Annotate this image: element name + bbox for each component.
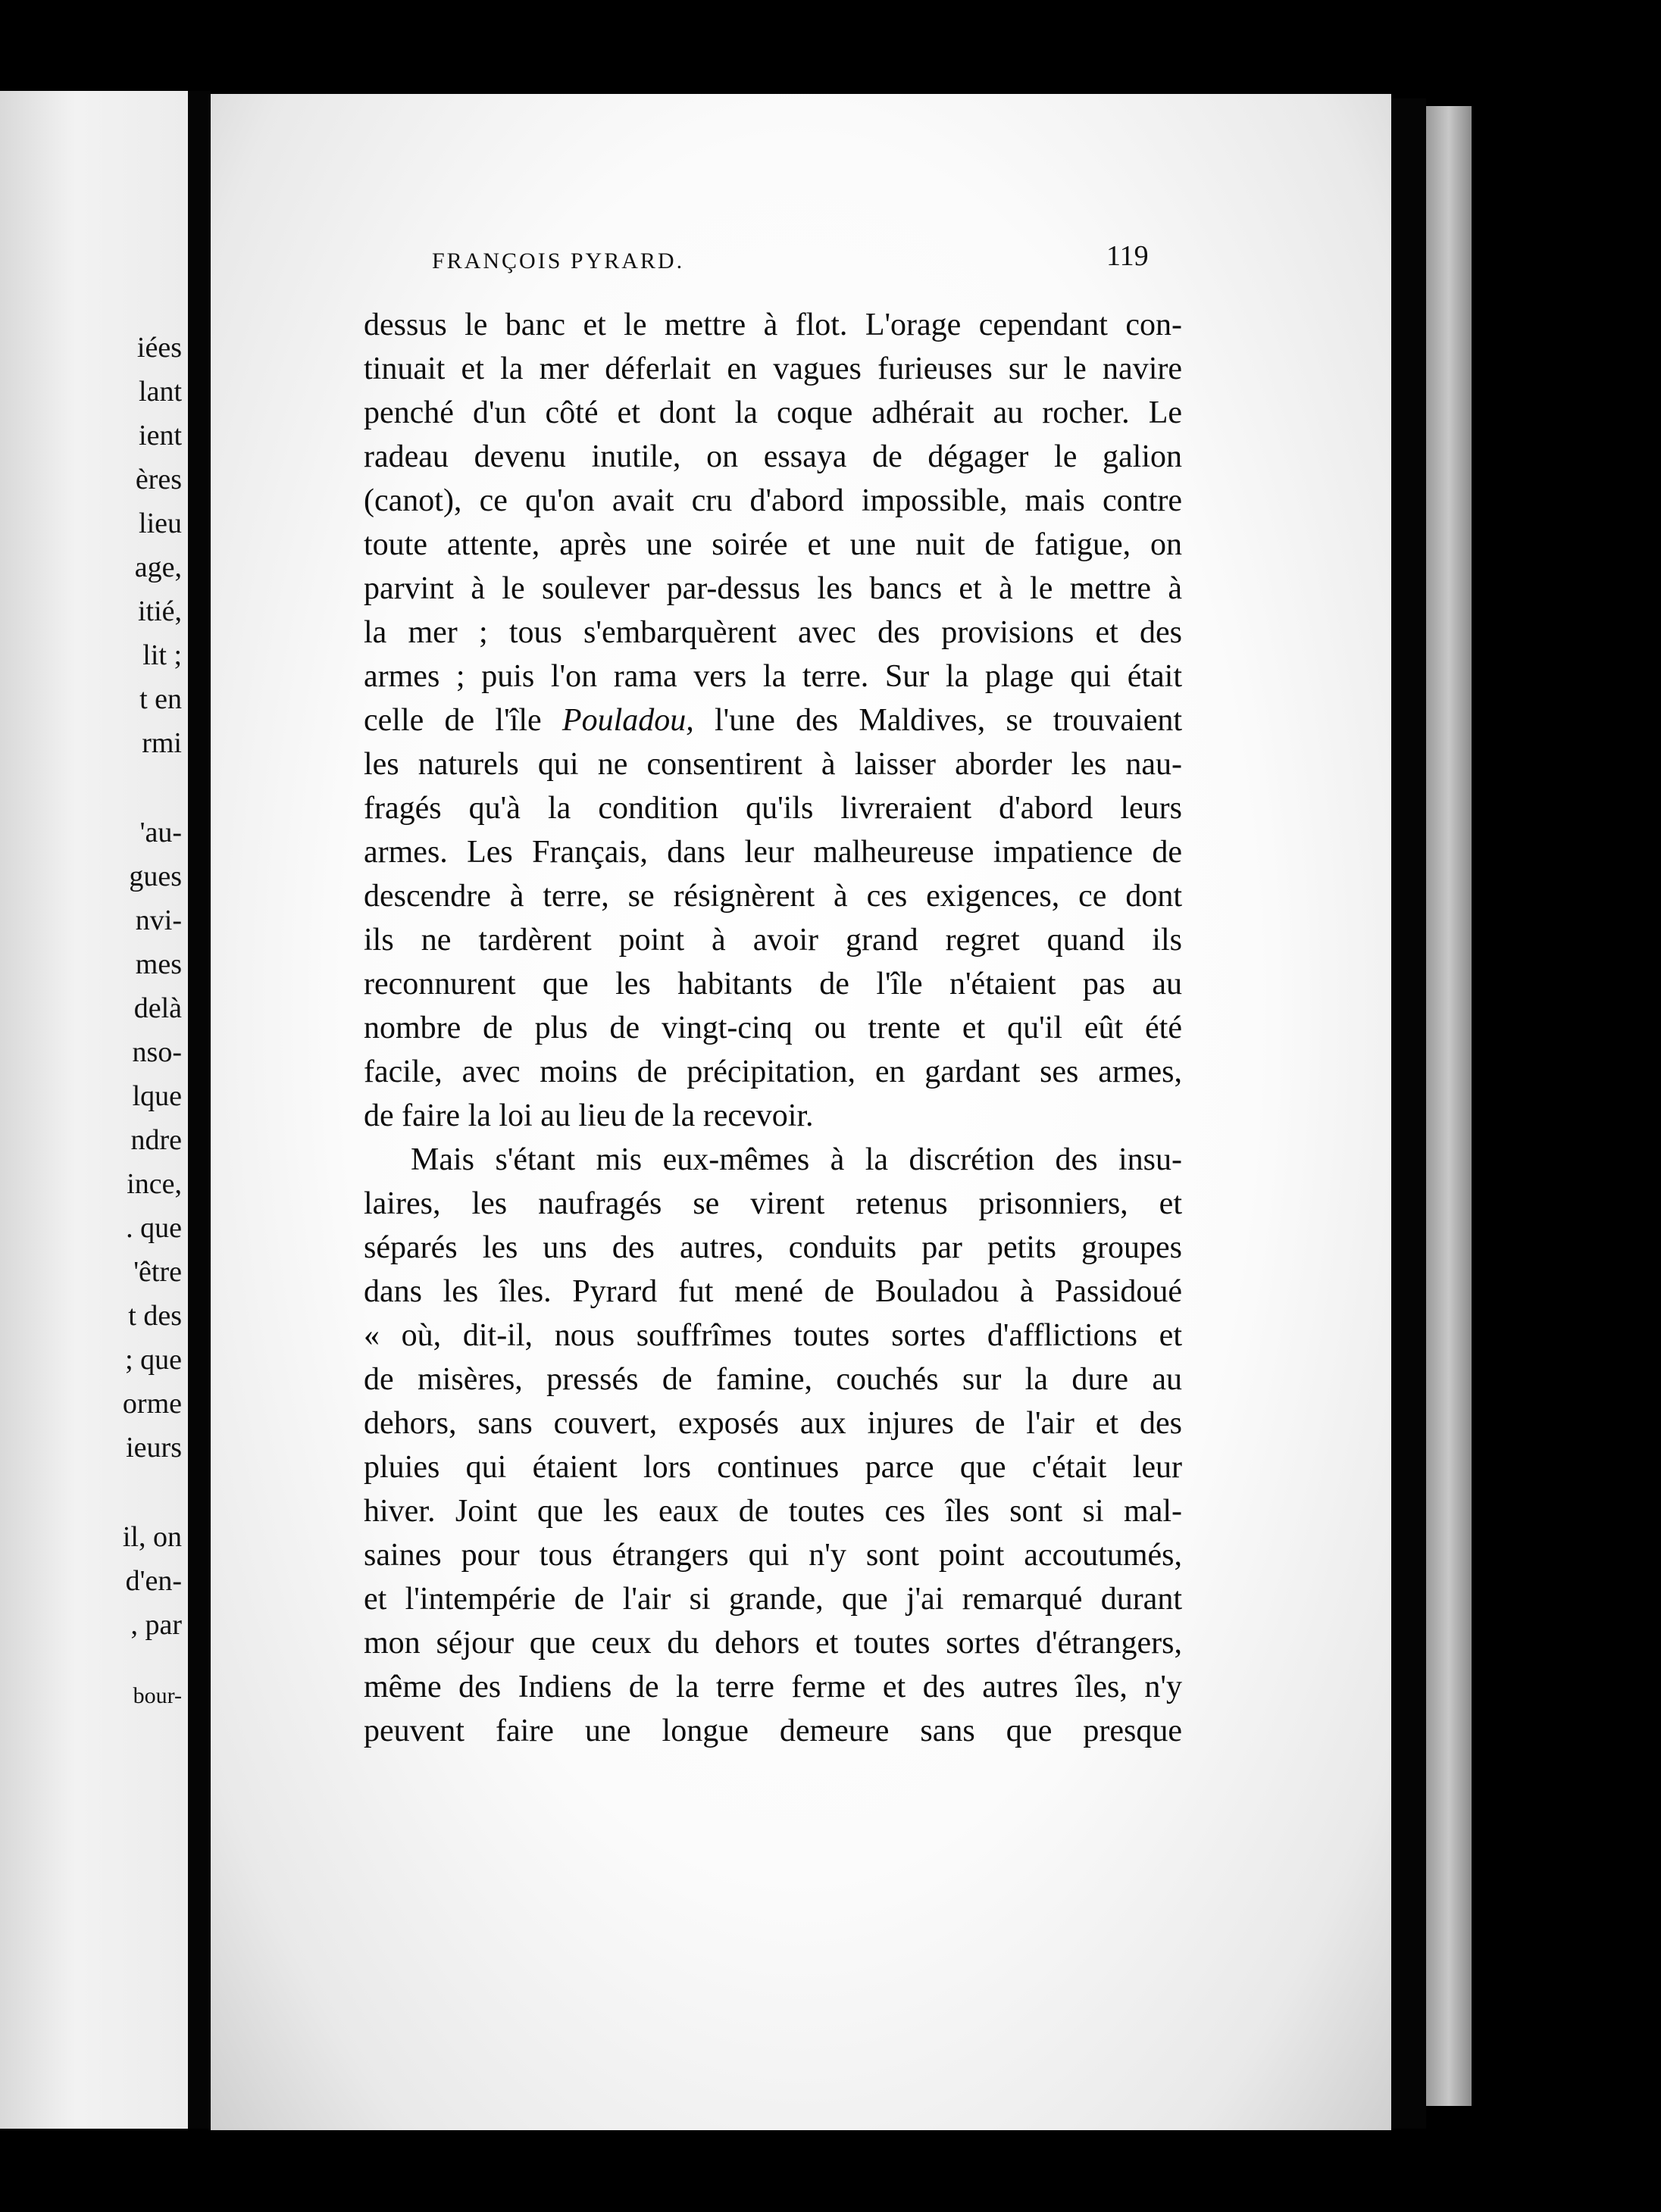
left-page-fragment: t en	[139, 683, 182, 715]
left-page-fragment: nvi-	[135, 904, 182, 936]
left-page-fragment: mes	[135, 948, 182, 980]
text-line: saines pour tous étrangers qui n'y sont point accoutumés,	[364, 1538, 1182, 1573]
left-page-fragment: iées	[136, 332, 182, 364]
text-line: la mer ; tous s'embarquèrent avec des provisions et des	[364, 615, 1182, 650]
text-line: armes. Les Français, dans leur malheureuse impatience de	[364, 835, 1182, 870]
text-line: descendre à terre, se résignèrent à ces exigences, ce dont	[364, 879, 1182, 914]
text-segment: celle de l'île	[364, 703, 542, 738]
left-page-fragment: nso-	[132, 1036, 182, 1068]
text-line: de misères, pressés de famine, couchés sur la dure au	[364, 1362, 1182, 1397]
text-line: ils ne tardèrent point à avoir grand regret quand ils	[364, 923, 1182, 958]
text-line: fragés qu'à la condition qu'ils livreraient d'abord leurs	[364, 791, 1182, 826]
text-line: facile, avec moins de précipitation, en gardant ses armes,	[364, 1054, 1182, 1089]
left-page-fragment: il, on	[122, 1521, 182, 1553]
left-page-fragment: ; que	[125, 1344, 182, 1376]
text-line: tinuait et la mer déferlait en vagues furieuses sur le navire	[364, 351, 1182, 386]
left-page-fragment: age,	[134, 551, 182, 583]
left-page-fragment: d'en-	[125, 1565, 182, 1597]
text-line: dans les îles. Pyrard fut mené de Bouladou à Passidoué	[364, 1274, 1182, 1309]
left-page-fragment: rmi	[142, 727, 182, 759]
page-body	[364, 303, 1182, 1753]
text-line: laires, les naufragés se virent retenus prisonniers, et	[364, 1186, 1182, 1221]
left-page-fragment: delà	[133, 992, 182, 1024]
book-fore-edge	[1426, 106, 1472, 2106]
text-line-with-italic	[364, 698, 1182, 742]
left-page-fragment: t des	[128, 1300, 182, 1332]
left-page-fragment: lieu	[139, 508, 182, 539]
page-number: 119	[1106, 240, 1149, 272]
left-page-fragment: gues	[129, 861, 182, 892]
text-line: peuvent faire une longue demeure sans que presque	[364, 1714, 1182, 1748]
running-head: FRANÇOIS PYRARD.	[432, 248, 685, 273]
text-line: « où, dit-il, nous souffrîmes toutes sortes d'afflictions et	[364, 1318, 1182, 1353]
text-segment: l'une des Maldives, se trouvaient	[715, 703, 1182, 738]
left-page-fragment: ères	[135, 464, 182, 495]
text-line: nombre de plus de vingt-cinq ou trente et qu'il eût été	[364, 1011, 1182, 1045]
left-page-fragment: orme	[122, 1388, 182, 1420]
text-line: penché d'un côté et dont la coque adhérait au rocher. Le	[364, 395, 1182, 430]
left-page-fragment: , par	[130, 1609, 182, 1641]
text-line: les naturels qui ne consentirent à laisser aborder les nau-	[364, 747, 1182, 782]
left-page-fragment: itié,	[137, 595, 182, 627]
text-line: radeau devenu inutile, on essaya de dégager le galion	[364, 439, 1182, 474]
left-facing-page	[0, 91, 188, 2129]
text-line: de faire la loi au lieu de la recevoir.	[364, 1098, 814, 1133]
left-page-fragment: lit ;	[142, 639, 182, 671]
scan-background-right	[1472, 0, 1661, 2212]
left-page-fragment: . que	[126, 1212, 182, 1244]
text-line: hiver. Joint que les eaux de toutes ces îles sont si mal-	[364, 1494, 1182, 1529]
text-line: mon séjour que ceux du dehors et toutes sortes d'étrangers,	[364, 1626, 1182, 1661]
left-page-fragment: lant	[139, 376, 182, 408]
place-name-italic: Pouladou,	[561, 703, 694, 738]
left-page-fragment: 'au-	[139, 817, 182, 848]
left-page-fragment: lque	[132, 1080, 182, 1112]
text-line: reconnurent que les habitants de l'île n'étaient pas au	[364, 967, 1182, 1001]
text-line: parvint à le soulever par-dessus les bancs et à le mettre à	[364, 571, 1182, 606]
text-line: pluies qui étaient lors continues parce que c'était leur	[364, 1450, 1182, 1485]
scan-background	[0, 0, 1661, 98]
text-line: armes ; puis l'on rama vers la terre. Sur la plage qui était	[364, 659, 1182, 694]
text-line: dehors, sans couvert, exposés aux injures de l'air et des	[364, 1406, 1182, 1441]
text-line: et l'intempérie de l'air si grande, que j'ai remarqué durant	[364, 1582, 1182, 1617]
left-page-fragment: ndre	[130, 1124, 182, 1156]
text-line: dessus le banc et le mettre à flot. L'orage cependant con-	[364, 308, 1182, 342]
page-edge-shadow	[1391, 98, 1426, 2129]
book-gutter	[188, 91, 211, 2129]
left-page-fragment: ince,	[127, 1168, 182, 1200]
left-page-fragment: ieurs	[126, 1432, 182, 1464]
left-page-fragment: bour-	[133, 1683, 182, 1708]
text-line: séparés les uns des autres, conduits par petits groupes	[364, 1230, 1182, 1265]
text-line: Mais s'étant mis eux-mêmes à la discrétion des insu-	[411, 1142, 1182, 1177]
left-page-fragment: 'être	[133, 1256, 182, 1288]
text-line: toute attente, après une soirée et une nuit de fatigue, on	[364, 527, 1182, 562]
text-line: même des Indiens de la terre ferme et des autres îles, n'y	[364, 1670, 1182, 1704]
left-page-fragment: ient	[139, 420, 182, 451]
text-line: (canot), ce qu'on avait cru d'abord impossible, mais contre	[364, 483, 1182, 518]
